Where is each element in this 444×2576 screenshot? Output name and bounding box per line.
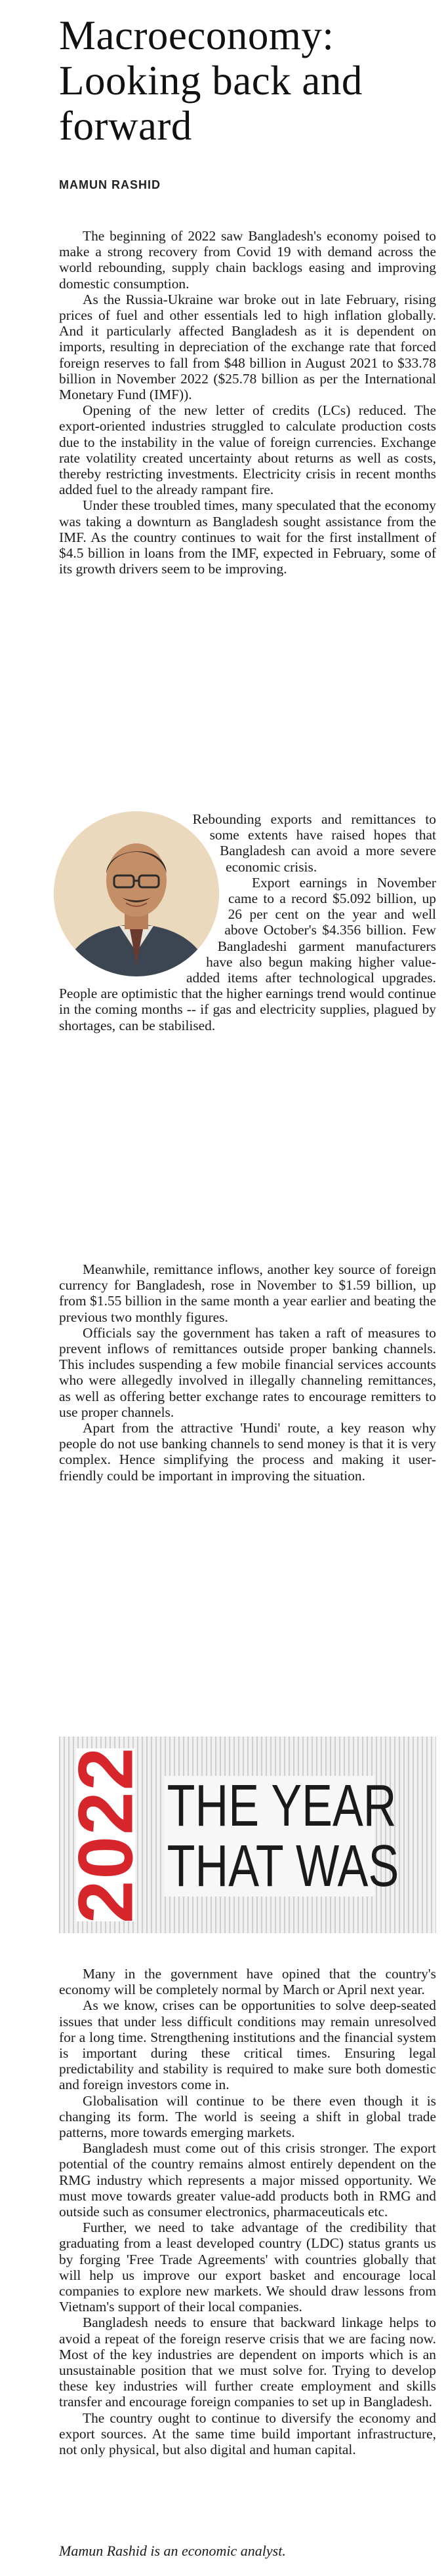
body-section-intro — [59, 228, 436, 577]
banner-title-line: THAT WAS — [167, 1834, 399, 1899]
banner-year-box — [62, 1746, 150, 1924]
body-paragraph: Bangladesh must come out of this crisis stronger. The export potential of the country remains almost entirely dependent on the RMG industry which represents a major missed opportunity. We must move towards greater value-add products both in RMG and outside such as consumer electronics, pharmaceuticals etc. — [59, 2140, 436, 2220]
byline: MAMUN RASHID — [59, 178, 161, 191]
banner-year: 2022 — [62, 1746, 150, 1924]
body-paragraph: Apart from the attractive 'Hundi' route, a key reason why people do not use banking channels to send money is that it is very complex. Hence simplifying the process and making it user-friendly could be important in improving the situation. — [59, 1420, 436, 1484]
body-paragraph: Rebounding exports and remittances to some extents have raised hopes that Bangladesh can avoid a more severe economic crisis. — [192, 811, 436, 875]
headline: Macroeconomy: Looking back and forward — [59, 12, 363, 149]
body-paragraph: Further, we need to take advantage of the credibility that graduating from a least developed country (LDC) status grants us by forging 'Free Trade Agreements' with countries globally that will help us improve our export basket and encourage local companies to explore new markets. We should draw lessons from Vietnam's support of their local companies. — [59, 2220, 436, 2315]
body-paragraph: Officials say the government has taken a raft of measures to prevent inflows of remittances outside proper banking channels. This includes suspending a few mobile financial services accounts who were allegedly involved in illegally channeling remittances, as well as offering better exchange rates to encourage remitters to use proper channels. — [59, 1324, 436, 1420]
year-that-was-banner — [59, 1737, 436, 1933]
body-paragraph: As the Russia-Ukraine war broke out in late February, rising prices of fuel and other essentials led to high inflation globally. And it particularly affected Bangladesh as it is dependent on imports, resulting in depreciation of the exchange rate that forced foreign reserves to fall from $48 billion in August 2021 to $33.78 billion in November 2022 ($25.78 billion as per the International Monetary Fund (IMF)). — [59, 291, 436, 403]
body-paragraph: The country ought to continue to diversify the economy and export sources. At the same time build important infrastructure, not only physical, but also digital and human capital. — [59, 2410, 436, 2458]
body-paragraph: Many in the government have opined that the country's economy will be completely normal by March or April next year. — [59, 1966, 436, 1998]
author-portrait-illustration — [54, 811, 219, 976]
body-paragraph: Under these troubled times, many speculated that the economy was taking a downturn as Bangladesh sought assistance from the IMF. As the country continues to wait for the first installment of $4.5 billion in loans from the IMF, expected in February, some of its growth drivers seem to be improving. — [59, 497, 436, 577]
body-paragraph: Opening of the new letter of credits (LCs) reduced. The export-oriented industries struggled to calculate production costs due to the instability in the value of foreign currencies. Exchange rate volatility created uncertainty about returns as well as costs, thereby restricting investments. Electricity crisis in recent months added fuel to the already rampant fire. — [59, 402, 436, 498]
body-paragraph: Globalisation will continue to be there even though it is changing its form. The world is seeing a shift in global trade patterns, more towards emerging markets. — [59, 2092, 436, 2141]
body-section-with-photo — [59, 811, 436, 1033]
banner-title-line: THE YEAR — [167, 1773, 397, 1839]
body-paragraph: Bangladesh needs to ensure that backward linkage helps to avoid a repeat of the foreign reserve crisis that we are facing now. Most of the key industries are dependent on imports which is an unsustainable position that we must solve for. Trying to develop these key industries will further create employment and skills transfer and encourage foreign companies to set up in Bangladesh. — [59, 2315, 436, 2410]
author-bio: Mamun Rashid is an economic analyst. — [59, 2543, 286, 2559]
body-paragraph: As we know, crises can be opportunities to solve deep-seated issues that under less difficult conditions may remain unresolved for a long time. Strengthening institutions and the financial system is important during these critical times. Ensuring legal predictability and stability is required to make sure both domestic and foreign investors come in. — [59, 1997, 436, 2093]
body-section-outlook — [59, 1966, 436, 2457]
body-section-remittances — [59, 1261, 436, 1484]
body-paragraph: Meanwhile, remittance inflows, another key source of foreign currency for Bangladesh, rose in November to $1.59 billion, up from $1.55 billion in the same month a year earlier and beating the previous two monthly figures. — [59, 1261, 436, 1325]
body-paragraph: The beginning of 2022 saw Bangladesh's economy poised to make a strong recovery from Covid 19 with demand across the world rebounding, supply chain backlogs easing and improving domestic consumption. — [59, 228, 436, 292]
banner-title — [164, 1773, 399, 1899]
body-paragraph: Export earnings in November came to a record $5.092 billion, up 26 per cent on the year and well above October's $4.356 billion. Few Bangladeshi garment manufacturers have also begun making higher value-added items after technological upgrades. People are optimistic that the higher earnings trend would continue in the coming months -- if gas and electricity supplies, plagued by shortages, can be stabilised. — [59, 874, 436, 1033]
author-photo — [54, 811, 219, 976]
